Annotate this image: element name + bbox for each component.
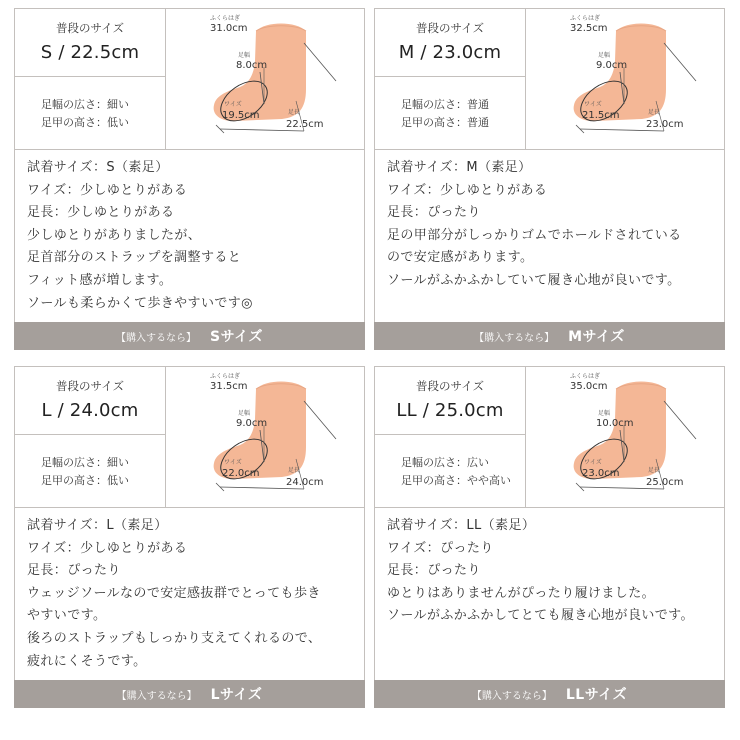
foot-illustration (526, 9, 724, 149)
comment-line: 足の甲部分がしっかりゴムでホールドされている (387, 227, 682, 243)
foot-illustration (166, 367, 364, 507)
comment-line: ソールがふかふかしていて履き心地が良いです。 (387, 272, 681, 288)
foot-width-value: 細い (107, 456, 129, 469)
wise-label: ワイズ (224, 101, 242, 108)
width-value: 8.0cm (236, 60, 268, 71)
width-label: 足幅 (238, 410, 251, 417)
measurement-illustration (166, 9, 364, 149)
wise-value: 23.0cm (582, 468, 620, 479)
profile-column (375, 9, 526, 149)
purchase-size-button[interactable] (374, 322, 725, 350)
usual-size-value: LL / 25.0cm (396, 400, 504, 421)
review-comments (387, 515, 717, 628)
calf-label: ふくらはぎ (210, 373, 241, 380)
instep-height-label: 足甲の高さ (401, 474, 456, 487)
foot-shape-box (375, 77, 525, 149)
size-card (14, 366, 365, 708)
comment-line: 試着サイズ：L（素足） (27, 518, 168, 533)
comment-line: 足長：少しゆとりがある (27, 205, 175, 221)
comment-line: 足長：ぴったり (387, 563, 481, 579)
comment-line: ウェッジソールなので安定感抜群でとっても歩き (27, 585, 321, 601)
comment-line: フィット感が増します。 (27, 272, 173, 288)
comment-line: ので安定感があります。 (387, 250, 534, 266)
usual-size-box (375, 9, 525, 77)
comment-line: ワイズ：少しゆとりがある (387, 182, 548, 198)
calf-label: ふくらはぎ (570, 373, 601, 380)
instep-height-label: 足甲の高さ (401, 116, 456, 129)
length-label: 足長 (288, 109, 301, 116)
width-value: 9.0cm (236, 418, 268, 429)
wise-label: ワイズ (584, 101, 602, 108)
instep-height-value: やや高い (467, 474, 511, 487)
wise-value: 22.0cm (222, 468, 260, 479)
comment-line: 試着サイズ：S（素足） (27, 160, 169, 175)
calf-value: 31.0cm (210, 23, 248, 34)
usual-size-value: L / 24.0cm (41, 400, 139, 421)
comment-line: ワイズ：ぴったり (387, 540, 494, 556)
wise-label: ワイズ (224, 459, 242, 466)
length-value: 23.0cm (646, 119, 684, 130)
usual-size-label: 普段のサイズ (415, 21, 485, 35)
length-label: 足長 (288, 467, 301, 474)
review-comments (27, 515, 357, 673)
instep-height-value: 低い (107, 116, 129, 129)
calf-value: 35.0cm (570, 381, 608, 392)
purchase-size: Lサイズ (210, 687, 263, 703)
foot-width-row: 足幅の広さ：細い (41, 456, 129, 469)
profile-column (15, 367, 166, 507)
card-header (375, 9, 724, 150)
measurement-illustration (526, 9, 724, 149)
comment-line: 試着サイズ：M（素足） (387, 160, 532, 175)
foot-width-value: 普通 (467, 98, 489, 111)
card-header (375, 367, 724, 508)
calf-label: ふくらはぎ (210, 15, 241, 22)
width-label: 足幅 (598, 410, 611, 417)
purchase-prefix: 【購入するなら】 (116, 691, 197, 702)
foot-illustration (166, 9, 364, 149)
comment-line: 後ろのストラップもしっかり支えてくれるので、 (27, 630, 322, 646)
card-header (15, 9, 364, 150)
foot-width-label: 足幅の広さ (401, 98, 456, 111)
comment-line: ゆとりはありませんがぴったり履けました。 (387, 585, 656, 601)
foot-shape-box (375, 435, 525, 507)
instep-height-row: 足甲の高さ：低い (41, 116, 129, 129)
instep-height-label: 足甲の高さ (41, 116, 96, 129)
calf-value: 32.5cm (570, 23, 608, 34)
length-label: 足長 (648, 467, 661, 474)
purchase-prefix: 【購入するなら】 (471, 691, 552, 702)
foot-width-row: 足幅の広さ：普通 (401, 98, 489, 111)
profile-column (15, 9, 166, 149)
profile-column (375, 367, 526, 507)
measurement-illustration (526, 367, 724, 507)
comment-line: 足長：ぴったり (387, 205, 481, 221)
instep-height-label: 足甲の高さ (41, 474, 96, 487)
foot-width-row: 足幅の広さ：広い (401, 456, 489, 469)
width-value: 10.0cm (596, 418, 634, 429)
length-label: 足長 (648, 109, 661, 116)
width-label: 足幅 (598, 52, 611, 59)
comment-line: ワイズ：少しゆとりがある (27, 182, 188, 198)
comment-line: 少しゆとりがありましたが、 (27, 227, 202, 243)
size-card (374, 8, 725, 350)
width-label: 足幅 (238, 52, 251, 59)
measurement-illustration (166, 367, 364, 507)
instep-height-row: 足甲の高さ：低い (41, 474, 129, 487)
instep-height-value: 低い (107, 474, 129, 487)
foot-width-label: 足幅の広さ (401, 456, 456, 469)
usual-size-value: S / 22.5cm (40, 42, 140, 63)
comment-line: ソールがふかふかしてとても履き心地が良いです。 (387, 608, 694, 624)
foot-shape-box (15, 77, 165, 149)
purchase-size-button[interactable] (14, 322, 365, 350)
usual-size-box (15, 9, 165, 77)
comment-line: 疲れにくそうです。 (27, 653, 147, 669)
length-value: 24.0cm (286, 477, 324, 488)
foot-width-value: 細い (107, 98, 129, 111)
purchase-size: Mサイズ (568, 329, 625, 345)
foot-width-value: 広い (467, 456, 489, 469)
comment-line: 試着サイズ：LL（素足） (387, 518, 536, 533)
foot-width-label: 足幅の広さ (41, 98, 96, 111)
foot-width-label: 足幅の広さ (41, 456, 96, 469)
usual-size-label: 普段のサイズ (55, 379, 125, 393)
wise-label: ワイズ (584, 459, 602, 466)
instep-height-row: 足甲の高さ：普通 (401, 116, 489, 129)
comment-line: 足長：ぴったり (27, 563, 121, 579)
size-card (374, 366, 725, 708)
usual-size-label: 普段のサイズ (415, 379, 485, 393)
purchase-size: Sサイズ (210, 329, 263, 345)
length-value: 25.0cm (646, 477, 684, 488)
foot-illustration (526, 367, 724, 507)
comment-line: やすいです。 (27, 608, 107, 624)
usual-size-box (375, 367, 525, 435)
card-header (15, 367, 364, 508)
usual-size-box (15, 367, 165, 435)
foot-shape-box (15, 435, 165, 507)
comment-line: ワイズ：少しゆとりがある (27, 540, 188, 556)
usual-size-label: 普段のサイズ (55, 21, 125, 35)
comment-line: ソールも柔らかくて歩きやすいです◎ (27, 295, 253, 311)
instep-height-row: 足甲の高さ：やや高い (401, 474, 511, 487)
purchase-size-button[interactable] (14, 680, 365, 708)
size-card (14, 8, 365, 350)
instep-height-value: 普通 (467, 116, 489, 129)
purchase-prefix: 【購入するなら】 (474, 333, 555, 344)
calf-value: 31.5cm (210, 381, 248, 392)
purchase-size: LLサイズ (565, 687, 628, 703)
calf-label: ふくらはぎ (570, 15, 601, 22)
width-value: 9.0cm (596, 60, 628, 71)
wise-value: 21.5cm (582, 110, 620, 121)
foot-width-row: 足幅の広さ：細い (41, 98, 129, 111)
wise-value: 19.5cm (222, 110, 260, 121)
review-comments (27, 157, 357, 315)
length-value: 22.5cm (286, 119, 324, 130)
review-comments (387, 157, 717, 293)
comment-line: 足首部分のストラップを調整すると (27, 250, 242, 266)
purchase-size-button[interactable] (374, 680, 725, 708)
purchase-prefix: 【購入するなら】 (116, 333, 197, 344)
usual-size-value: M / 23.0cm (398, 42, 502, 63)
